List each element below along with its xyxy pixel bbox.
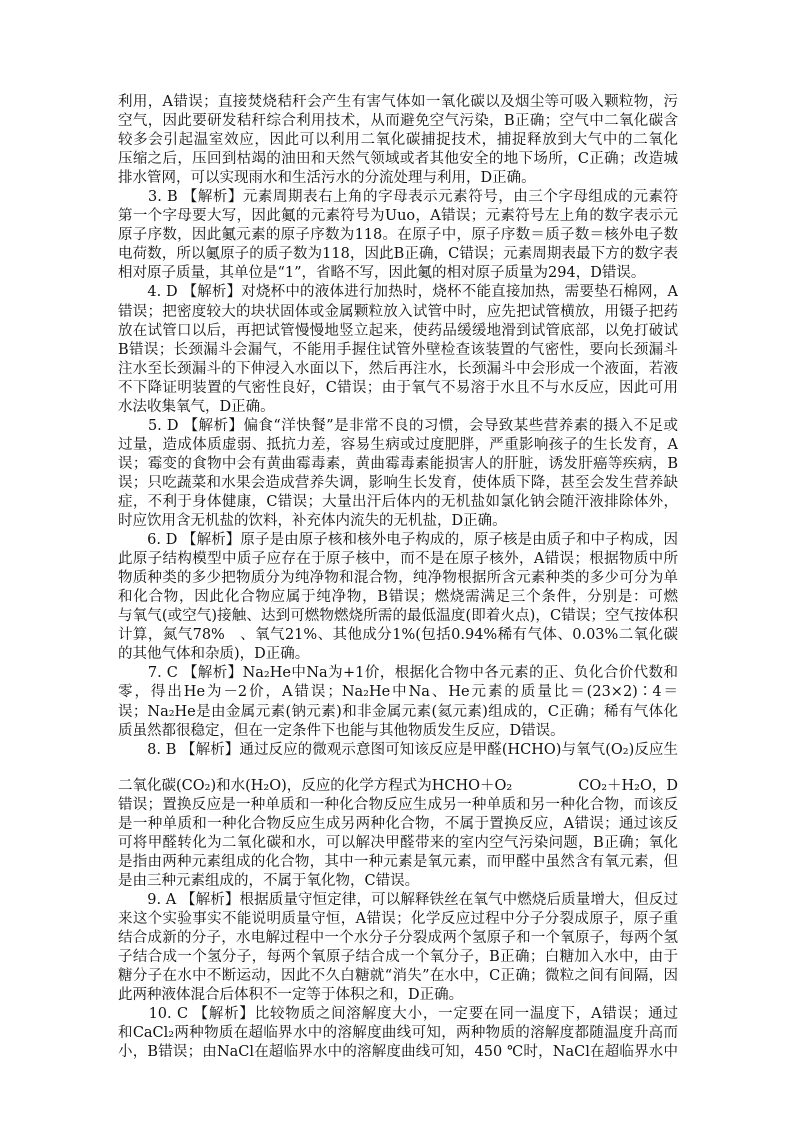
text-line: 放在试管口以后，再把试管慢慢地竖立起来，使药品缓缓地滑到试管底部，以免打破试: [118, 322, 678, 339]
text-line: 与氧气(或空气)接触、达到可燃物燃烧所需的最低温度(即着火点)，C错误；空气按体积: [118, 608, 678, 625]
text-line: 可将甲醛转化为二氧化碳和水，可以解决甲醛带来的室内空气污染问题，B正确；氧化: [118, 834, 678, 851]
text-line: 症，不利于身体健康，C错误；大量出汗后体内的无机盐如氯化钠会随汗液排除体外，: [118, 493, 678, 510]
text-line: 过量，造成体质虚弱、抵抗力差，容易生病或过度肥胖，严重影响孩子的生长发育，A: [118, 436, 678, 453]
text-line: 是指由两种元素组成的化合物，其中一种元素是氧元素，而甲醛中虽然含有氧元素，但: [118, 853, 678, 870]
equation-line: [118, 777, 678, 796]
text-line: 相对原子质量，其单位是“1”，省略不写，因此鿫的相对原子质量为294，D错误。: [118, 265, 646, 282]
answer-paragraph: [118, 664, 678, 740]
answer-paragraph: [118, 188, 678, 283]
text-line: 时应饮用含无机盐的饮料，补充体内流失的无机盐，D正确。: [118, 513, 507, 530]
answer-paragraph: [118, 741, 678, 891]
text-line: 计算，氮气78% 、氧气21%、其他成分1%(包括0.94%稀有气体、0.03%二氧化碳: [118, 627, 678, 644]
text-line: 不下降证明装置的气密性良好，C错误；由于氧气不易溶于水且不与水反应，因此可用: [118, 379, 678, 396]
text-line: 3. B 【解析】元素周期表右上角的字母表示元素符号，由三个字母组成的元素符: [148, 189, 678, 206]
text-line: 错误；把密度较大的块状固体或金属颗粒放入试管中时，应先把试管横放，用镊子把药: [118, 303, 678, 320]
blank-line: [118, 760, 678, 777]
answer-paragraph: [118, 891, 678, 1005]
answer-paragraph: [118, 417, 678, 531]
text-line: 较多会引起温室效应，因此可以利用二氧化碳捕捉技术，捕捉释放到大气中的二氧化: [118, 132, 678, 149]
equation-right: CO₂＋H₂O，D: [578, 777, 678, 794]
text-line: 第一个字母要大写，因此鿫的元素符号为Uuo，A错误；元素符号左上角的数字表示元: [118, 208, 678, 225]
text-line: 小，B错误；由NaCl在超临界水中的溶解度曲线可知，450 ℃时，NaCl在超临界水中: [118, 1044, 678, 1061]
text-line: 利用，A错误；直接焚烧秸秆会产生有害气体如一氧化碳以及烟尘等可吸入颗粒物，污: [118, 94, 678, 110]
text-line: 8. B 【解析】通过反应的微观示意图可知该反应是甲醛(HCHO)与氧气(O₂)反应生: [147, 741, 678, 758]
text-line: 误；只吃蔬菜和水果会造成营养失调，影响生长发育，使体质下降，甚至会发生营养缺: [118, 474, 678, 491]
text-line: 电荷数，所以鿫原子的质子数为118，因此B正确，C错误；元素周期表最下方的数字表: [118, 246, 678, 263]
text-line: 此两种液体混合后体积不一定等于体积之和，D正确。: [118, 987, 464, 1004]
text-line: 质虽然都很稳定，但在一定条件下也能与其他物质发生反应，D错误。: [118, 722, 565, 739]
text-line: 10. C 【解析】比较物质之间溶解度大小，一定要在同一温度下，A错误；通过: [148, 1006, 678, 1023]
text-line: 是由三种元素组成的，不属于氧化物，C错误。: [118, 872, 420, 889]
text-line: 6. D 【解析】原子是由原子核和核外电子构成的，原子核是由质子和中子构成，因: [118, 532, 678, 549]
text-line: 4. D 【解析】对烧杯中的液体进行加热时，烧杯不能直接加热，需要垫石棉网，A: [118, 284, 678, 301]
text-line: 物质种类的多少把物质分为纯净物和混合物，纯净物根据所含元素种类的多少可分为单: [118, 570, 678, 587]
text-line: 的其他气体和杂质)，D正确。: [118, 646, 310, 663]
text-line: 此原子结构模型中质子应存在于原子核中，而不是在原子核外，A错误；根据物质中所: [118, 551, 678, 568]
equation-left: 二氧化碳(CO₂)和水(H₂O)，反应的化学方程式为HCHO＋O₂: [118, 777, 513, 794]
text-line: 子结合成一个氢分子，每两个氧原子结合成一个氧分子，B正确；白糖加入水中，由于: [118, 949, 678, 966]
answer-paragraph: [118, 531, 678, 664]
text-line: 原子序数，因此鿫元素的原子序数为118。在原子中，原子序数＝质子数＝核外电子数: [118, 227, 678, 244]
text-line: 5. D 【解析】偏食“洋快餐”是非常不良的习惯，会导致某些营养素的摄入不足或: [118, 417, 678, 434]
text-line: 错误；置换反应是一种单质和一种化合物反应生成另一种单质和另一种化合物，而该反: [118, 796, 678, 813]
document-body: [118, 93, 678, 1062]
text-line: 误；Na₂He是由金属元素(钠元素)和非金属元素(氦元素)组成的，C正确；稀有气体化: [118, 703, 678, 720]
paragraph-continuation: [118, 93, 678, 188]
text-line: 和化合物，因此化合物应属于纯净物，B错误；燃烧需满足三个条件，分别是：可燃: [118, 589, 678, 606]
answer-paragraph: [118, 1005, 678, 1062]
text-line: 注水至长颈漏斗的下伸浸入水面以下，然后再注水，长颈漏斗中会形成一个液面，若液: [118, 360, 678, 377]
text-line: 和CaCl₂两种物质在超临界水中的溶解度曲线可知，两种物质的溶解度都随温度升高而: [118, 1025, 678, 1042]
text-line: 来这个实验事实不能说明质量守恒，A错误；化学反应过程中分子分裂成原子，原子重: [118, 910, 678, 927]
text-line: B错误；长颈漏斗会漏气，不能用手握住试管外壁检查该装置的气密性，要向长颈漏斗: [118, 341, 678, 358]
text-line: 误；霉变的食物中会有黄曲霉毒素，黄曲霉毒素能损害人的肝脏，诱发肝癌等疾病，B: [118, 455, 678, 472]
text-line: 空气，因此要研发秸秆综合利用技术，从而避免空气污染，B正确；空气中二氧化碳含: [118, 113, 678, 130]
text-line: 7. C 【解析】Na₂He中Na为+1价，根据化合物中各元素的正、负化合价代数和: [147, 665, 678, 682]
text-line: 结合成新的分子，水电解过程中一个水分子分裂成两个氢原子和一个氧原子，每两个氢: [118, 930, 678, 947]
text-line: 是一种单质和一种化合物反应生成另两种化合物，不属于置换反应，A错误；通过该反: [118, 815, 678, 832]
text-line: 9. A 【解析】根据质量守恒定律，可以解释铁丝在氧气中燃烧后质量增大，但反过: [118, 891, 678, 908]
text-line: 水法收集氧气，D正确。: [118, 398, 275, 415]
text-line: 零，得出He为－2价，A错误；Na₂He中Na、He元素的质量比＝(23×2)∶4＝: [118, 684, 678, 701]
answer-paragraph: [118, 283, 678, 416]
text-line: 排水管网，可以实现雨水和生活污水的分流处理与利用，D正确。: [118, 170, 536, 187]
text-line: 压缩之后，压回到枯竭的油田和天然气领域或者其他安全的地下场所，C正确；改造城: [118, 151, 678, 168]
text-line: 糖分子在水中不断运动，因此不久白糖就“消失”在水中，C正确；微粒之间有间隔，因: [118, 968, 678, 985]
